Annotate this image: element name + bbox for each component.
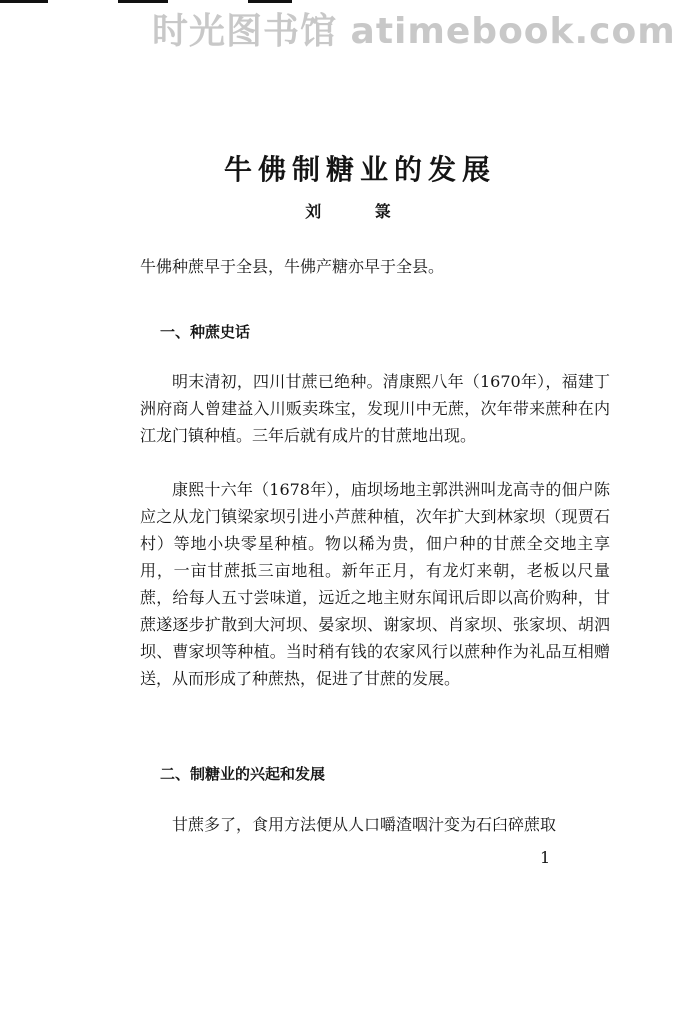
section-heading-1: 一、种蔗史话 — [160, 323, 251, 341]
top-rule-right — [248, 0, 292, 3]
article-author: 刘 箓 — [305, 202, 415, 221]
section-heading-2: 二、制糖业的兴起和发展 — [160, 765, 326, 783]
section-1-paragraph-1: 明末清初，四川甘蔗已绝种。清康熙八年（1670年），福建丁洲府商人曾建益入川贩卖珠宝，发现川中无蔗，次年带来蔗种在内江龙门镇种植。三年后就有成片的甘蔗地出现。 — [140, 372, 610, 445]
top-rule-middle — [118, 0, 168, 3]
watermark: 时光图书馆 atimebook.com — [152, 11, 676, 52]
section-1-paragraph-2: 康熙十六年（1678年），庙坝场地主郭洪洲叫龙高寺的佃户陈应之从龙门镇梁家坝引进小芦蔗种植，次年扩大到林家坝（现贾石村）等地小块零星种植。物以稀为贵，佃户种的甘蔗全交地主享用，一亩甘蔗抵三亩地租。新年正月，有龙灯来朝，老板以尺量蔗，给每人五寸尝味道，远近之地主财东闻讯后即以高价购种，甘蔗遂逐步扩散到大河坝、晏家坝、谢家坝、肖家坝、张家坝、胡泗坝、曹家坝等种植。当时稍有钱的农家风行以蔗种作为礼品互相赠送，从而形成了种蔗热，促进了甘蔗的发展。 — [140, 480, 610, 688]
article-title: 牛佛制糖业的发展 — [223, 153, 496, 186]
section-2-paragraph-1: 甘蔗多了，食用方法便从人口嚼渣咽汁变为石臼碎蔗取 — [172, 815, 557, 834]
lead-paragraph: 牛佛种蔗早于全县，牛佛产糖亦早于全县。 — [140, 257, 445, 276]
page-number: 1 — [540, 848, 551, 867]
top-rule-left — [0, 0, 48, 3]
